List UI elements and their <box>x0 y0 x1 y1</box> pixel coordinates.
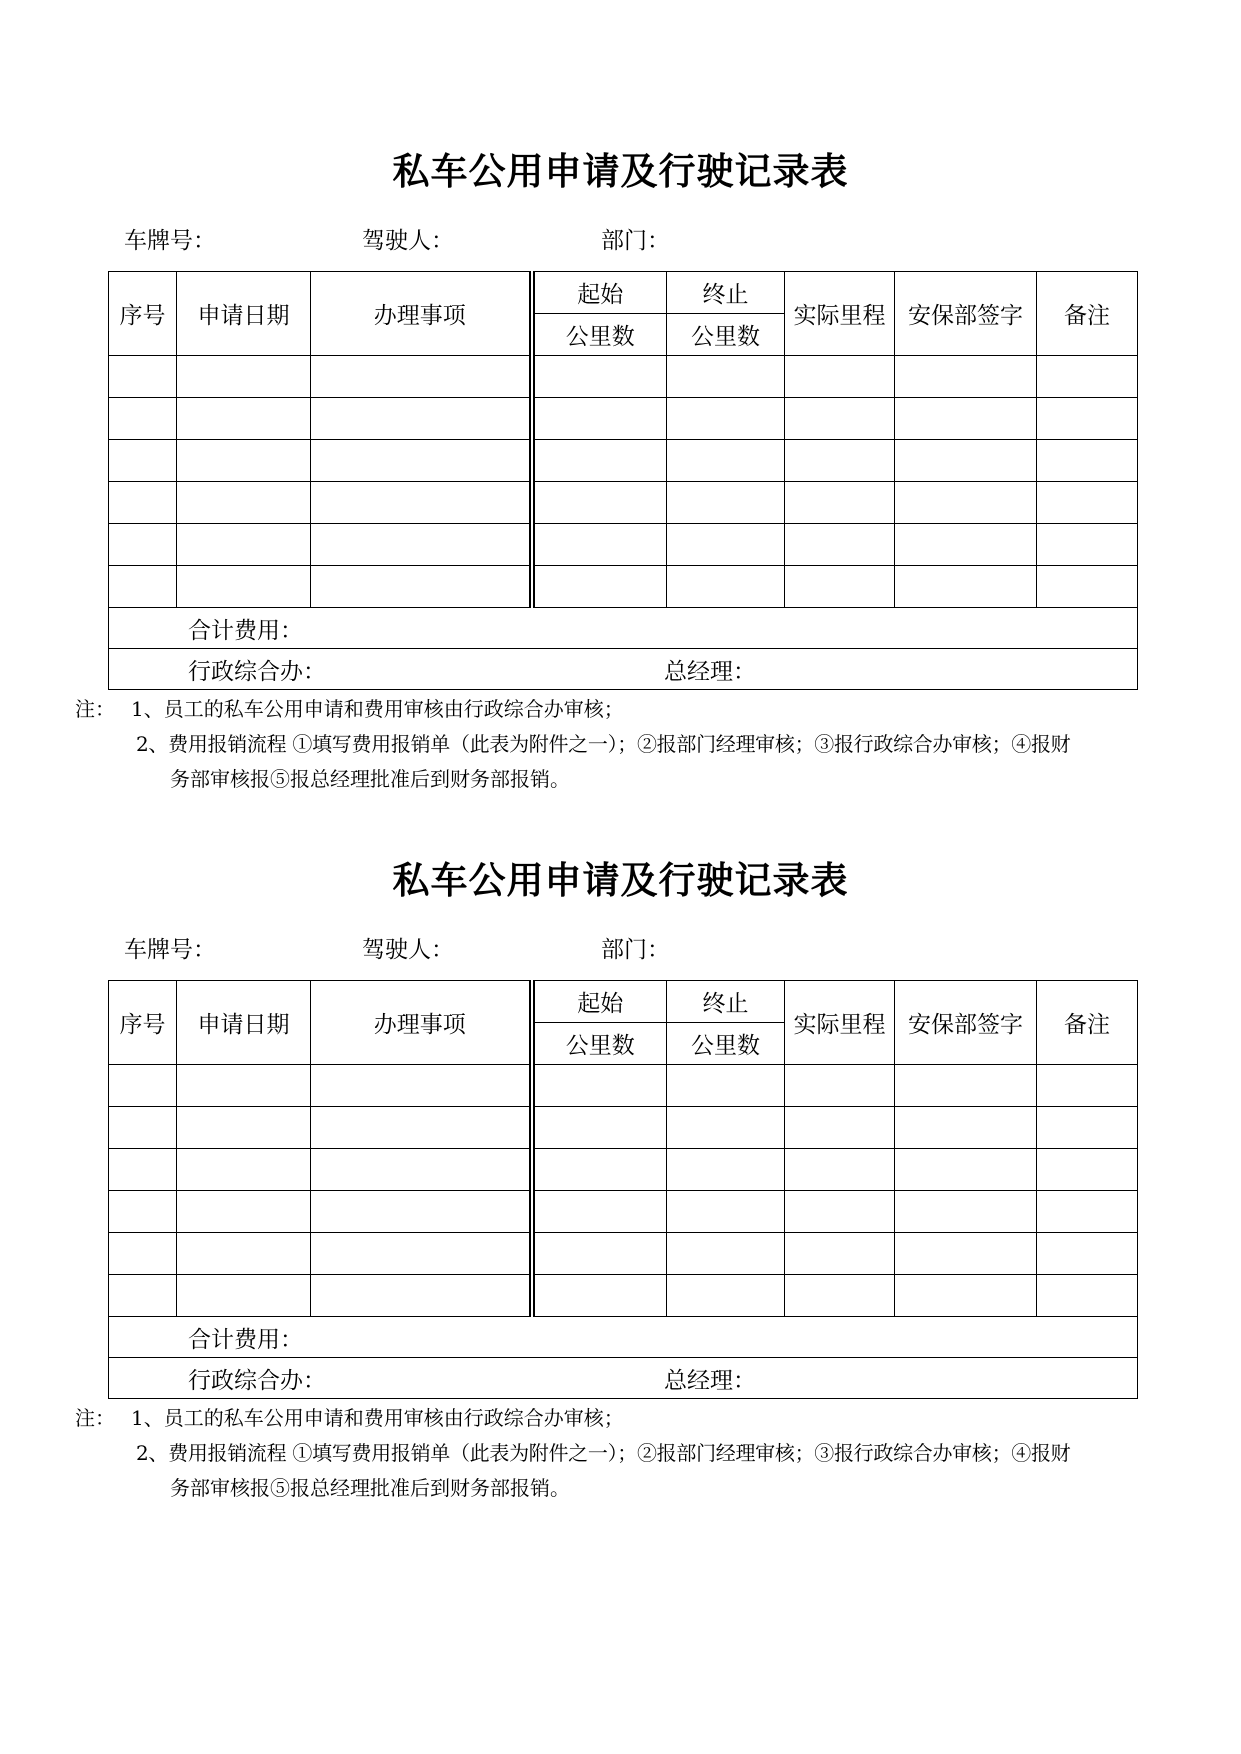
table-cell[interactable] <box>109 482 177 524</box>
note-line-2: 2、费用报销流程 ①填写费用报销单（此表为附件之一）；②报部门经理审核；③报行政综合办审核；④报财 <box>136 732 1071 756</box>
table-cell[interactable] <box>532 356 667 398</box>
note-line-2: 2、费用报销流程 ①填写费用报销单（此表为附件之一）；②报部门经理审核；③报行政综合办审核；④报财 <box>136 1441 1071 1465</box>
header-start: 起始 <box>532 272 667 314</box>
header-start: 起始 <box>532 981 667 1023</box>
table-cell[interactable] <box>109 1107 177 1149</box>
table-cell[interactable] <box>785 1275 895 1317</box>
header-seq: 序号 <box>109 981 177 1065</box>
table-cell[interactable] <box>667 482 785 524</box>
table-cell[interactable] <box>1037 1275 1138 1317</box>
table-row <box>109 440 1138 482</box>
table-cell[interactable] <box>177 524 311 566</box>
table-cell[interactable] <box>667 566 785 608</box>
table-cell[interactable] <box>895 1275 1037 1317</box>
total-cost-cell[interactable] <box>109 608 1138 649</box>
table-cell[interactable] <box>1037 1107 1138 1149</box>
table-cell[interactable] <box>311 1107 532 1149</box>
table-cell[interactable] <box>532 1149 667 1191</box>
table-cell[interactable] <box>895 356 1037 398</box>
header-matter: 办理事项 <box>311 981 532 1065</box>
table-cell[interactable] <box>109 440 177 482</box>
table-cell[interactable] <box>311 1233 532 1275</box>
table-cell[interactable] <box>109 398 177 440</box>
table-cell[interactable] <box>532 1233 667 1275</box>
header-end-km: 公里数 <box>667 1023 785 1065</box>
note-line-3: 务部审核报⑤报总经理批准后到财务部报销。 <box>170 1476 570 1500</box>
header-start-km: 公里数 <box>532 314 667 356</box>
table-cell[interactable] <box>311 1191 532 1233</box>
table-cell[interactable] <box>311 1275 532 1317</box>
header-row <box>109 272 1138 314</box>
approval-cell[interactable] <box>109 649 1138 690</box>
table-row <box>109 398 1138 440</box>
table-cell[interactable] <box>532 482 667 524</box>
table-cell[interactable] <box>177 1275 311 1317</box>
table-cell[interactable] <box>109 524 177 566</box>
header-remark: 备注 <box>1037 272 1138 356</box>
total-cost-label: 合计费用： <box>188 1326 303 1353</box>
table-cell[interactable] <box>667 1275 785 1317</box>
table-row <box>109 1107 1138 1149</box>
table-cell[interactable] <box>785 1065 895 1107</box>
table-cell[interactable] <box>177 440 311 482</box>
record-form <box>0 0 1241 791</box>
table-row <box>109 1191 1138 1233</box>
table-row <box>109 356 1138 398</box>
table-cell[interactable] <box>177 1191 311 1233</box>
table-cell[interactable] <box>1037 482 1138 524</box>
table-cell[interactable] <box>109 1149 177 1191</box>
table-cell[interactable] <box>667 1233 785 1275</box>
table-cell[interactable] <box>895 1107 1037 1149</box>
header-security-signature: 安保部签字 <box>895 981 1037 1065</box>
table-cell[interactable] <box>785 524 895 566</box>
table-row <box>109 524 1138 566</box>
table-cell[interactable] <box>1037 1065 1138 1107</box>
header-seq: 序号 <box>109 272 177 356</box>
table-cell[interactable] <box>785 398 895 440</box>
table-cell[interactable] <box>895 1065 1037 1107</box>
note-line-3: 务部审核报⑤报总经理批准后到财务部报销。 <box>170 767 570 791</box>
table-cell[interactable] <box>667 356 785 398</box>
header-end-km: 公里数 <box>667 314 785 356</box>
header-actual-mileage: 实际里程 <box>785 272 895 356</box>
table-row <box>109 1275 1138 1317</box>
table-cell[interactable] <box>1037 524 1138 566</box>
table-cell[interactable] <box>895 440 1037 482</box>
table-cell[interactable] <box>785 1191 895 1233</box>
table-cell[interactable] <box>1037 1233 1138 1275</box>
table-cell[interactable] <box>667 1191 785 1233</box>
table-cell[interactable] <box>785 1107 895 1149</box>
total-cost-label: 合计费用： <box>188 617 303 644</box>
header-date: 申请日期 <box>177 981 311 1065</box>
table-cell[interactable] <box>311 356 532 398</box>
header-remark: 备注 <box>1037 981 1138 1065</box>
note-line-1: 1、员工的私车公用申请和费用审核由行政综合办审核； <box>131 697 624 721</box>
table-cell[interactable] <box>895 482 1037 524</box>
table-cell[interactable] <box>1037 566 1138 608</box>
table-cell[interactable] <box>667 440 785 482</box>
header-security-signature: 安保部签字 <box>895 272 1037 356</box>
table-cell[interactable] <box>532 524 667 566</box>
approval-row <box>109 649 1138 690</box>
record-form <box>0 709 1241 1500</box>
table-cell[interactable] <box>177 398 311 440</box>
table-cell[interactable] <box>532 398 667 440</box>
mileage-record-table <box>108 271 1138 690</box>
table-cell[interactable] <box>109 1233 177 1275</box>
header-actual-mileage: 实际里程 <box>785 981 895 1065</box>
table-cell[interactable] <box>667 398 785 440</box>
admin-office-label: 行政综合办： <box>188 1367 326 1394</box>
table-cell[interactable] <box>311 566 532 608</box>
approval-cell[interactable] <box>109 1358 1138 1399</box>
table-cell[interactable] <box>532 566 667 608</box>
admin-office-label: 行政综合办： <box>188 658 326 685</box>
table-row <box>109 1233 1138 1275</box>
table-cell[interactable] <box>1037 356 1138 398</box>
plate-number-label: 车牌号： <box>124 228 216 254</box>
general-manager-label: 总经理： <box>664 658 756 685</box>
table-cell[interactable] <box>667 1065 785 1107</box>
header-end: 终止 <box>667 272 785 314</box>
driver-label: 驾驶人： <box>362 937 454 963</box>
table-cell[interactable] <box>895 566 1037 608</box>
header-date: 申请日期 <box>177 272 311 356</box>
approval-row <box>109 1358 1138 1399</box>
table-cell[interactable] <box>177 566 311 608</box>
mileage-record-table <box>108 980 1138 1399</box>
plate-number-label: 车牌号： <box>124 937 216 963</box>
header-matter: 办理事项 <box>311 272 532 356</box>
table-cell[interactable] <box>311 398 532 440</box>
form-title: 私车公用申请及行驶记录表 <box>392 858 849 902</box>
table-cell[interactable] <box>311 440 532 482</box>
table-cell[interactable] <box>532 440 667 482</box>
table-cell[interactable] <box>667 1107 785 1149</box>
table-cell[interactable] <box>109 356 177 398</box>
table-cell[interactable] <box>895 1149 1037 1191</box>
department-label: 部门： <box>601 228 670 254</box>
table-cell[interactable] <box>177 1233 311 1275</box>
driver-label: 驾驶人： <box>362 228 454 254</box>
header-start-km: 公里数 <box>532 1023 667 1065</box>
table-row <box>109 482 1138 524</box>
table-cell[interactable] <box>895 1191 1037 1233</box>
table-cell[interactable] <box>177 1149 311 1191</box>
table-cell[interactable] <box>785 1233 895 1275</box>
table-cell[interactable] <box>532 1275 667 1317</box>
table-row <box>109 566 1138 608</box>
table-cell[interactable] <box>532 1191 667 1233</box>
total-row <box>109 608 1138 649</box>
table-cell[interactable] <box>311 1065 532 1107</box>
table-cell[interactable] <box>667 524 785 566</box>
table-cell[interactable] <box>1037 1149 1138 1191</box>
table-cell[interactable] <box>109 566 177 608</box>
table-cell[interactable] <box>1037 398 1138 440</box>
table-cell[interactable] <box>1037 440 1138 482</box>
table-row <box>109 1065 1138 1107</box>
table-cell[interactable] <box>532 1065 667 1107</box>
note-prefix: 注： <box>75 697 115 721</box>
table-cell[interactable] <box>895 524 1037 566</box>
table-cell[interactable] <box>785 440 895 482</box>
table-cell[interactable] <box>895 1233 1037 1275</box>
table-cell[interactable] <box>785 1149 895 1191</box>
table-cell[interactable] <box>1037 1191 1138 1233</box>
table-cell[interactable] <box>532 1107 667 1149</box>
table-cell[interactable] <box>177 1107 311 1149</box>
table-cell[interactable] <box>177 482 311 524</box>
table-cell[interactable] <box>109 1275 177 1317</box>
total-cost-cell[interactable] <box>109 1317 1138 1358</box>
header-row <box>109 981 1138 1023</box>
table-cell[interactable] <box>785 356 895 398</box>
department-label: 部门： <box>601 937 670 963</box>
table-cell[interactable] <box>177 1065 311 1107</box>
header-end: 终止 <box>667 981 785 1023</box>
table-cell[interactable] <box>311 482 532 524</box>
table-cell[interactable] <box>667 1149 785 1191</box>
note-prefix: 注： <box>75 1406 115 1430</box>
note-line-1: 1、员工的私车公用申请和费用审核由行政综合办审核； <box>131 1406 624 1430</box>
table-cell[interactable] <box>109 1191 177 1233</box>
table-cell[interactable] <box>785 566 895 608</box>
total-row <box>109 1317 1138 1358</box>
table-cell[interactable] <box>177 356 311 398</box>
table-cell[interactable] <box>311 1149 532 1191</box>
table-cell[interactable] <box>785 482 895 524</box>
general-manager-label: 总经理： <box>664 1367 756 1394</box>
table-cell[interactable] <box>109 1065 177 1107</box>
table-row <box>109 1149 1138 1191</box>
table-cell[interactable] <box>895 398 1037 440</box>
form-title: 私车公用申请及行驶记录表 <box>392 149 849 193</box>
table-cell[interactable] <box>311 524 532 566</box>
